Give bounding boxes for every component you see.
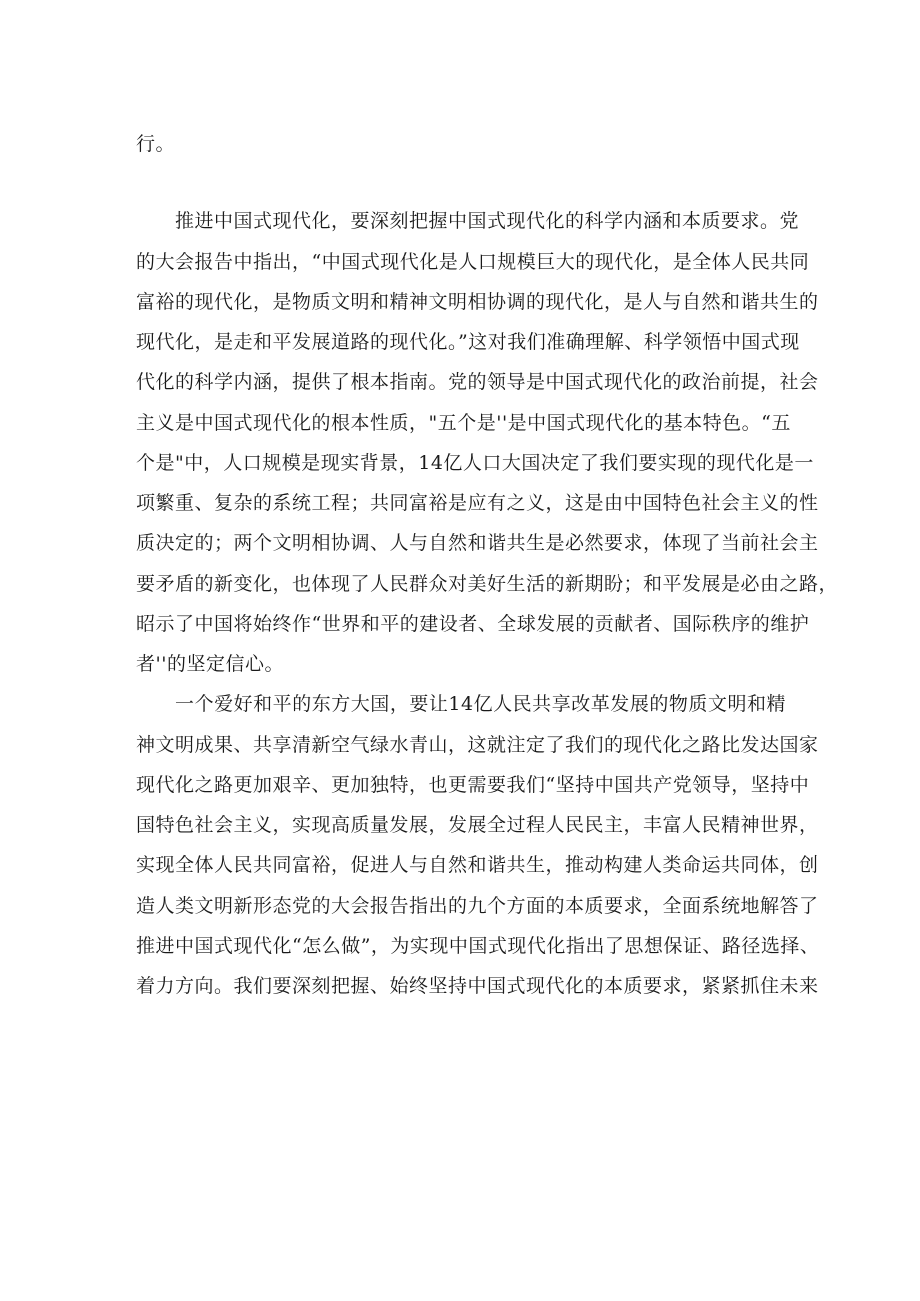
paragraph-2	[136, 201, 839, 684]
text-line: 个是"中，人口规模是现实背景，14亿人口大国决定了我们要实现的现代化是一	[136, 451, 814, 474]
text-line: 推进中国式现代化“怎么做”，为实现中国式现代化指出了思想保证、路径选择、	[136, 934, 820, 957]
paragraph-3	[136, 684, 820, 1006]
text-line: 代化的科学内涵，提供了根本指南。党的领导是中国式现代化的政治前提，社会	[136, 371, 819, 394]
text-line: 昭示了中国将始终作“世界和平的建设者、全球发展的贡献者、国际秩序的维护	[136, 612, 810, 635]
text-line: 现代化，是走和平发展道路的现代化。”这对我们准确理解、科学领悟中国式现	[136, 331, 800, 353]
text-line: 主义是中国式现代化的根本性质，"五个是''是中国式现代化的基本特色。“五	[136, 411, 791, 434]
text-line: 推进中国式现代化，要深刻把握中国式现代化的科学内涵和本质要求。党	[136, 210, 800, 233]
text-line: 项繁重、复杂的系统工程；共同富裕是应有之义，这是由中国特色社会主义的性	[136, 492, 819, 514]
text-line: 质决定的；两个文明相协调、人与自然和谐共生是必然要求，体现了当前社会主	[136, 532, 819, 555]
text-line: 实现全体人民共同富裕，促进人与自然和谐共生，推动构建人类命运共同体，创	[136, 854, 819, 877]
document-body	[136, 124, 839, 1006]
text-line: 现代化之路更加艰辛、更加独特，也更需要我们“坚持中国共产党领导，坚持中	[136, 773, 810, 796]
text-line: 富裕的现代化，是物质文明和精神文明相协调的现代化，是人与自然和谐共生的	[136, 290, 819, 313]
text-line: 着力方向。我们要深刻把握、始终坚持中国式现代化的本质要求，紧紧抓住未来	[136, 975, 819, 997]
text-line: 国特色社会主义，实现高质量发展，发展全过程人民民主，丰富人民精神世界，	[136, 814, 819, 836]
text-line: 的大会报告中指出，“中国式现代化是人口规模巨大的现代化，是全体人民共同	[136, 250, 810, 273]
text-line: 要矛盾的新变化，也体现了人民群众对美好生活的新期盼；和平发展是必由之路，	[136, 572, 839, 595]
paragraph-1	[136, 124, 786, 164]
text-line: 造人类文明新形态党的大会报告指出的九个方面的本质要求，全面系统地解答了	[136, 894, 819, 917]
text-line: 者''的坚定信心。	[136, 653, 284, 675]
text-line: 神文明成果、共享清新空气绿水青山，这就注定了我们的现代化之路比发达国家	[136, 733, 819, 756]
text-line: 行。	[136, 133, 176, 155]
text-line: 一个爱好和平的东方大国，要让14亿人民共享改革发展的物质文明和精	[136, 693, 786, 716]
